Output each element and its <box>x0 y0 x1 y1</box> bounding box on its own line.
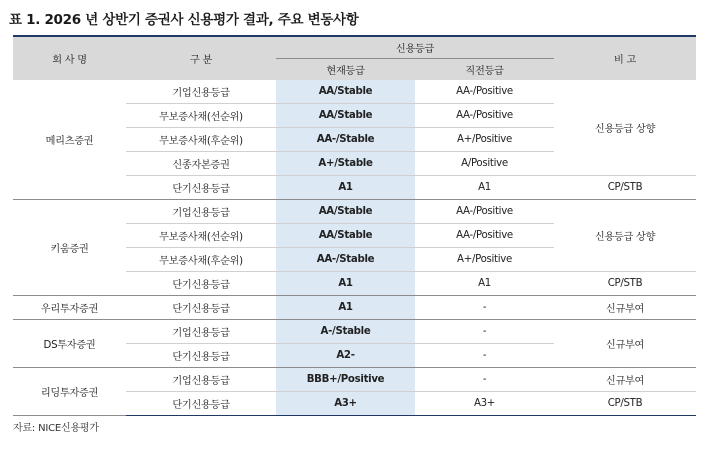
previous-rating-cell: - <box>415 296 554 320</box>
table-row <box>13 320 696 344</box>
category-cell: 기업신용등급 <box>126 200 276 224</box>
category-cell: 무보증사채(선순위) <box>126 104 276 128</box>
source-note: 자료: NICE신용평가 <box>13 423 99 434</box>
header-rating: 신용등급 <box>276 37 554 59</box>
current-rating-cell: A3+ <box>276 392 415 416</box>
current-rating-cell: A2- <box>276 344 415 368</box>
previous-rating-cell: - <box>415 320 554 344</box>
previous-rating-cell: A/Positive <box>415 152 554 176</box>
remark-cell: 신용등급 상향 <box>554 200 696 272</box>
category-cell: 무보증사채(선순위) <box>126 224 276 248</box>
previous-rating-cell: A1 <box>415 272 554 296</box>
table-row <box>13 80 696 104</box>
remark-cell: CP/STB <box>554 392 696 416</box>
previous-rating-cell: AA-/Positive <box>415 200 554 224</box>
remark-cell: 신규부여 <box>554 368 696 392</box>
current-rating-cell: BBB+/Positive <box>276 368 415 392</box>
remark-cell: 신규부여 <box>554 320 696 368</box>
header-remarks: 비 고 <box>554 37 696 80</box>
current-rating-cell: AA/Stable <box>276 224 415 248</box>
current-rating-cell: AA/Stable <box>276 104 415 128</box>
header-company: 회 사 명 <box>13 37 126 80</box>
current-rating-cell: AA-/Stable <box>276 248 415 272</box>
current-rating-cell: A1 <box>276 272 415 296</box>
previous-rating-cell: - <box>415 344 554 368</box>
remark-cell: CP/STB <box>554 176 696 200</box>
previous-rating-cell: A1 <box>415 176 554 200</box>
category-cell: 무보증사채(후순위) <box>126 248 276 272</box>
previous-rating-cell: A+/Positive <box>415 128 554 152</box>
header-previous: 직전등급 <box>415 59 554 81</box>
remark-cell: 신규부여 <box>554 296 696 320</box>
table-title: 표 1. 2026 년 상반기 증권사 신용평가 결과, 주요 변동사항 <box>9 12 359 28</box>
previous-rating-cell: AA-/Positive <box>415 224 554 248</box>
category-cell: 단기신용등급 <box>126 296 276 320</box>
header-category: 구 분 <box>126 37 276 80</box>
category-cell: 기업신용등급 <box>126 80 276 104</box>
current-rating-cell: A1 <box>276 296 415 320</box>
company-cell: 키움증권 <box>13 200 126 296</box>
previous-rating-cell: A3+ <box>415 392 554 416</box>
current-rating-cell: A+/Stable <box>276 152 415 176</box>
company-cell: 메리츠증권 <box>13 80 126 200</box>
remark-cell: CP/STB <box>554 272 696 296</box>
company-cell: 우리투자증권 <box>13 296 126 320</box>
current-rating-cell: A-/Stable <box>276 320 415 344</box>
category-cell: 기업신용등급 <box>126 368 276 392</box>
category-cell: 기업신용등급 <box>126 320 276 344</box>
rating-table <box>13 37 696 416</box>
category-cell: 단기신용등급 <box>126 344 276 368</box>
table-row <box>13 200 696 224</box>
category-cell: 신종자본증권 <box>126 152 276 176</box>
previous-rating-cell: A+/Positive <box>415 248 554 272</box>
previous-rating-cell: AA-/Positive <box>415 80 554 104</box>
category-cell: 단기신용등급 <box>126 176 276 200</box>
previous-rating-cell: - <box>415 368 554 392</box>
table-row <box>13 368 696 392</box>
remark-cell: 신용등급 상향 <box>554 80 696 176</box>
company-cell: 리딩투자증권 <box>13 368 126 416</box>
company-cell: DS투자증권 <box>13 320 126 368</box>
current-rating-cell: A1 <box>276 176 415 200</box>
category-cell: 무보증사채(후순위) <box>126 128 276 152</box>
category-cell: 단기신용등급 <box>126 392 276 416</box>
table-row <box>13 296 696 320</box>
current-rating-cell: AA/Stable <box>276 80 415 104</box>
category-cell: 단기신용등급 <box>126 272 276 296</box>
header-current: 현재등급 <box>276 59 415 81</box>
current-rating-cell: AA/Stable <box>276 200 415 224</box>
current-rating-cell: AA-/Stable <box>276 128 415 152</box>
previous-rating-cell: AA-/Positive <box>415 104 554 128</box>
